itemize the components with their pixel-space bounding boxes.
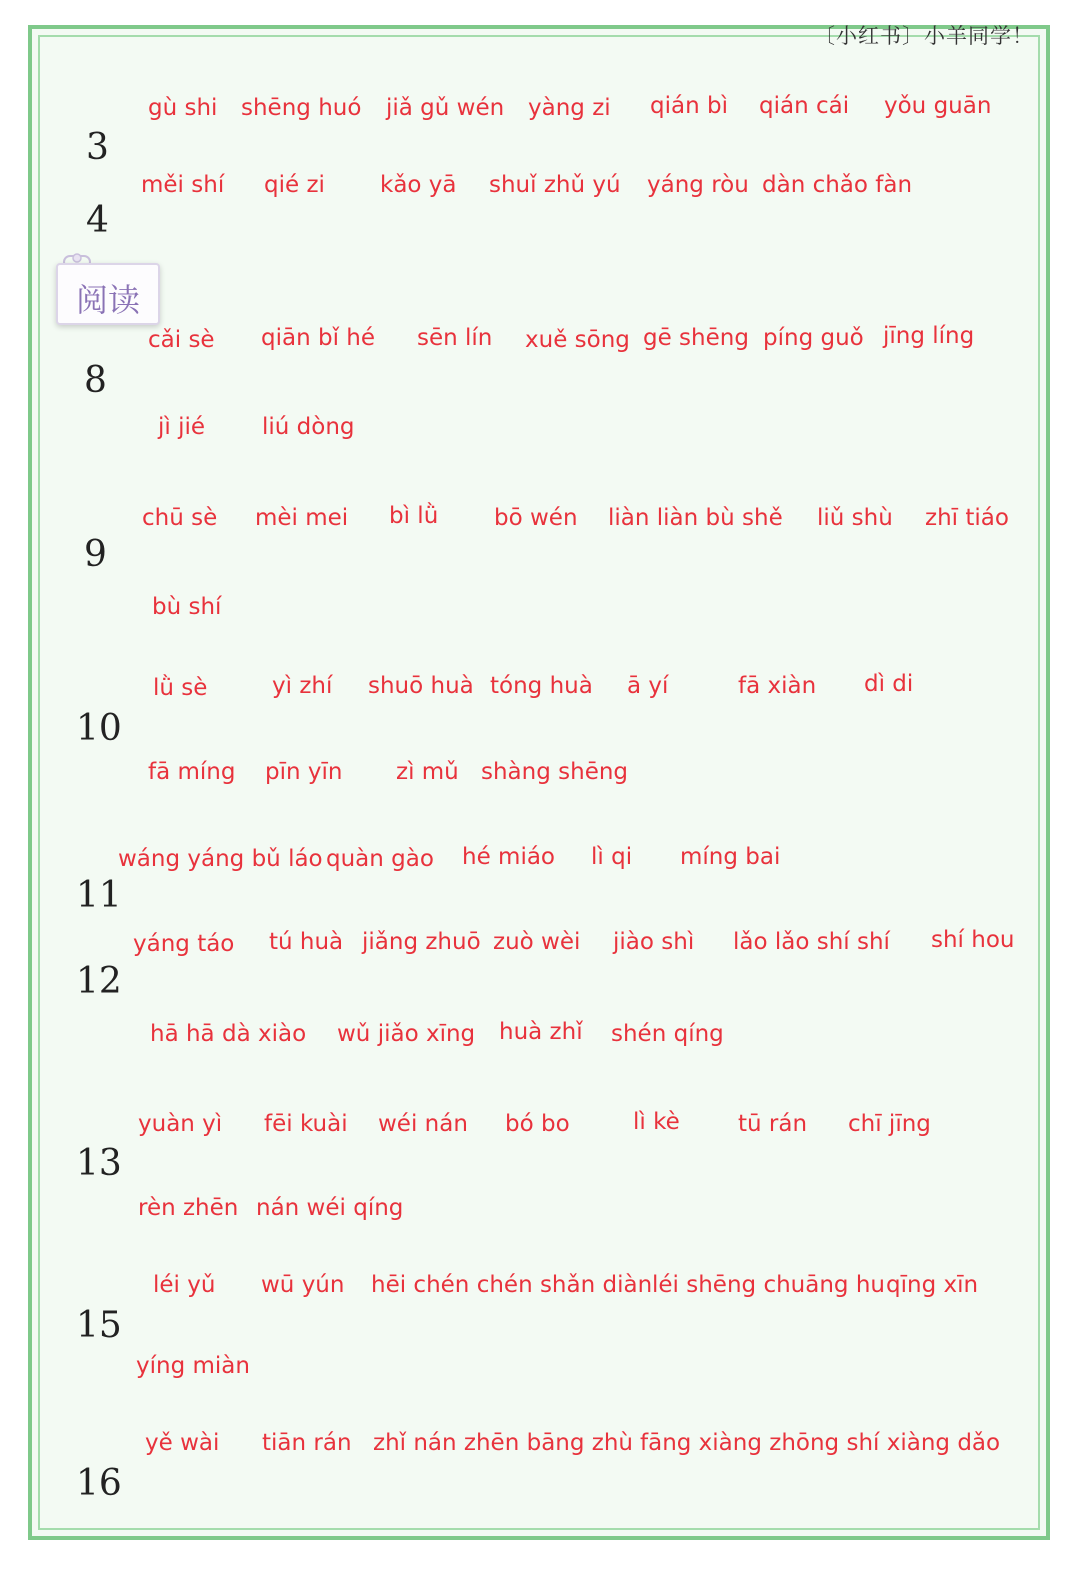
pinyin-word: sēn lín — [417, 325, 493, 351]
pinyin-word: lì qi — [591, 844, 633, 870]
lesson-number: 15 — [76, 1305, 122, 1346]
lesson-number: 13 — [76, 1143, 122, 1184]
pinyin-word: jīng líng — [883, 323, 975, 349]
pinyin-word: shén qíng — [611, 1021, 724, 1047]
pinyin-word: qiān bǐ hé — [261, 325, 376, 351]
pinyin-word: quàn gào — [326, 846, 434, 872]
pinyin-word: tū rán — [738, 1111, 808, 1137]
pinyin-word: jiǎng zhuō — [362, 929, 481, 955]
pinyin-word: tóng huà — [490, 673, 593, 699]
pinyin-word: hā hā dà xiào — [150, 1021, 307, 1047]
lesson-number: 12 — [76, 961, 122, 1002]
pinyin-word: yǒu guān — [884, 93, 992, 119]
pinyin-word: kǎo yā — [380, 172, 457, 198]
pinyin-word: lì kè — [633, 1109, 680, 1135]
pinyin-word: hé miáo — [462, 844, 555, 870]
pinyin-word: yuàn yì — [138, 1111, 223, 1137]
pinyin-word: shēng huó — [241, 95, 362, 121]
pinyin-word: lǎo lǎo shí shí — [733, 929, 890, 955]
pinyin-word: ā yí — [627, 673, 669, 699]
pinyin-word: qīng xīn — [886, 1272, 979, 1298]
pinyin-word: nán wéi qíng — [256, 1195, 404, 1221]
pinyin-word: míng bai — [680, 844, 781, 870]
pinyin-word: wéi nán — [378, 1111, 468, 1137]
pinyin-word: shuō huà — [368, 673, 474, 699]
lesson-number: 10 — [76, 708, 122, 749]
lesson-number: 16 — [76, 1463, 122, 1504]
pinyin-word: jiào shì — [613, 929, 695, 955]
pinyin-word: gē shēng — [643, 325, 749, 351]
pinyin-word: yáng ròu — [647, 172, 749, 198]
pinyin-word: liàn liàn bù shě — [608, 505, 783, 531]
pinyin-word: shuǐ zhǔ yú — [489, 172, 621, 198]
pinyin-word: zì mǔ — [396, 759, 459, 785]
pinyin-word: fā míng — [148, 759, 236, 785]
pinyin-word: wǔ jiǎo xīng — [337, 1021, 476, 1047]
pinyin-word: tú huà — [269, 929, 344, 955]
pinyin-word: bì lǜ — [389, 503, 439, 529]
pinyin-word: xuě sōng — [525, 327, 630, 353]
pinyin-word: qián cái — [759, 93, 850, 119]
lesson-number: 11 — [76, 875, 122, 916]
pinyin-word: lǜ sè — [153, 675, 208, 701]
pinyin-word: bō wén — [494, 505, 578, 531]
pinyin-word: qié zi — [264, 172, 325, 198]
pinyin-word: mèi mei — [255, 505, 349, 531]
pinyin-word: měi shí — [141, 172, 225, 198]
pinyin-word: yě wài — [145, 1430, 220, 1456]
pinyin-word: chū sè — [142, 505, 218, 531]
pinyin-word: zhī tiáo — [925, 505, 1009, 531]
reading-section-tab — [56, 263, 160, 325]
pinyin-word: bó bo — [505, 1111, 570, 1137]
pinyin-word: bù shí — [152, 594, 222, 620]
lesson-number: 4 — [86, 200, 109, 241]
pinyin-word: huà zhǐ — [499, 1019, 583, 1045]
pinyin-word: zhǐ nán zhēn bāng zhù — [373, 1430, 634, 1456]
pinyin-word: tiān rán — [262, 1430, 352, 1456]
reading-tab-label: 阅读 — [75, 281, 140, 319]
pinyin-word: fā xiàn — [738, 673, 817, 699]
pinyin-word: léi shēng chuāng hu — [652, 1272, 885, 1298]
pinyin-word: fēi kuài — [264, 1111, 348, 1137]
pinyin-word: yàng zi — [528, 95, 611, 121]
pinyin-word: liǔ shù — [817, 505, 893, 531]
pinyin-word: léi yǔ — [153, 1272, 216, 1298]
pinyin-word: jiǎ gǔ wén — [386, 95, 505, 121]
pinyin-word: yáng táo — [133, 931, 235, 957]
lesson-number: 9 — [84, 534, 107, 575]
pinyin-word: hēi chén chén shǎn diàn — [371, 1272, 653, 1298]
pinyin-word: rèn zhēn — [138, 1195, 239, 1221]
pinyin-word: wū yún — [261, 1272, 345, 1298]
pinyin-word: cǎi sè — [148, 327, 215, 353]
pinyin-word: qián bì — [650, 93, 728, 119]
pinyin-word: shàng shēng — [481, 759, 629, 785]
pinyin-word: liú dòng — [262, 414, 355, 440]
pinyin-word: jì jié — [158, 414, 206, 440]
pinyin-word: zuò wèi — [493, 929, 581, 955]
pinyin-word: dì di — [864, 671, 914, 697]
pinyin-word: yíng miàn — [136, 1353, 250, 1379]
lesson-number: 3 — [86, 127, 109, 168]
watermark: 〔小红书〕小羊同学！ — [814, 24, 1034, 48]
pinyin-word: gù shi — [148, 95, 218, 121]
lesson-number: 8 — [84, 360, 107, 401]
pinyin-word: pīn yīn — [265, 759, 343, 785]
pinyin-word: píng guǒ — [763, 325, 864, 351]
pinyin-word: wáng yáng bǔ láo — [118, 846, 323, 872]
pinyin-word: shí hou — [931, 927, 1015, 953]
pinyin-word: fāng xiàng zhōng shí xiàng dǎo — [640, 1430, 1001, 1456]
pinyin-word: chī jīng — [848, 1111, 931, 1137]
pinyin-word: dàn chǎo fàn — [762, 172, 913, 198]
pinyin-word: yì zhí — [272, 673, 333, 699]
